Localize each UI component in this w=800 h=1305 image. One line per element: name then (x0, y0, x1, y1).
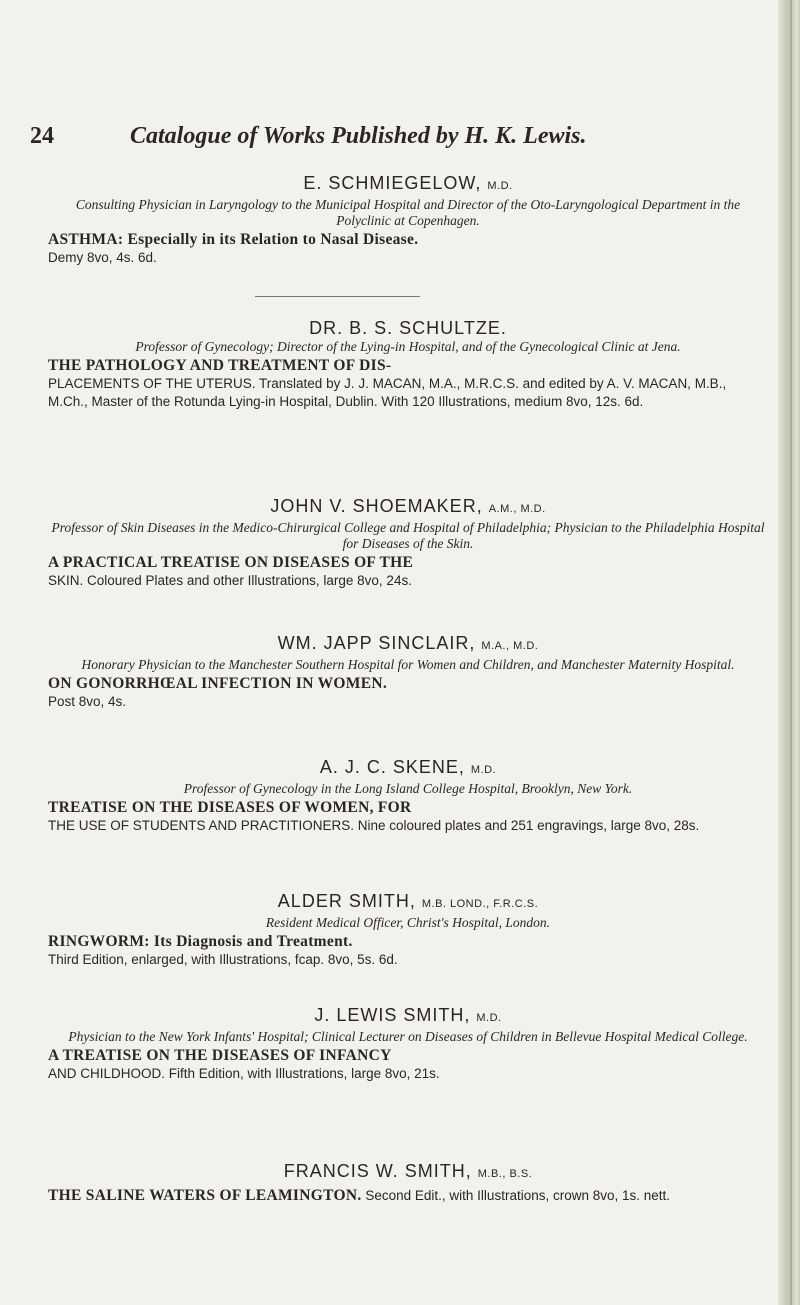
running-title: Catalogue of Works Published by H. K. Lewis. (130, 123, 587, 149)
author-credentials: Professor of Gynecology; Director of the Lying-in Hospital, and of the Gynecological Clinic at Jena. (135, 339, 681, 354)
author-name: J. LEWIS SMITH, M.D. (314, 1005, 502, 1025)
author-degrees: M.B. LOND., F.R.C.S. (421, 898, 539, 910)
book-details: PLACEMENTS OF THE UTERUS. Translated by J. J. MACAN, M.A., M.R.C.S. and edited by A. V. MACAN, M.B., M.Ch., Master of the Rotunda Lying-in Hospital, Dublin. With 120 Illustrations, medium 8vo, 12s. 6d. (48, 376, 727, 409)
author-name: FRANCIS W. SMITH, M.B., B.S. (283, 1161, 533, 1181)
author-credentials: Professor of Skin Diseases in the Medico-Chirurgical College and Hospital of Philadelphia; Physician to the Philadelphia Hospital for Diseases of the Skin. (51, 520, 765, 551)
catalogue-entry (48, 495, 768, 590)
book-details: AND CHILDHOOD. Fifth Edition, with Illustrations, large 8vo, 21s. (48, 1066, 440, 1081)
author-name: WM. JAPP SINCLAIR, M.A., M.D. (277, 633, 539, 653)
catalogue-entry (48, 1160, 768, 1205)
book-entry (48, 357, 768, 411)
catalogue-entry (48, 756, 768, 835)
book-entry (48, 799, 768, 835)
author-degrees: M.D. (476, 1012, 502, 1024)
catalogue-entry (48, 890, 768, 969)
catalogue-entry (48, 1004, 768, 1083)
author-degrees: A.M., M.D. (488, 503, 546, 515)
book-title: RINGWORM: Its Diagnosis and Treatment. (48, 933, 353, 950)
book-title: A PRACTICAL TREATISE ON DISEASES OF THE (48, 554, 414, 571)
author-degrees: M.B., B.S. (477, 1168, 533, 1180)
book-details: Demy 8vo, 4s. 6d. (48, 250, 157, 265)
book-entry (48, 933, 768, 969)
page-header (30, 123, 750, 153)
book-entry (48, 1047, 768, 1083)
book-title: THE SALINE WATERS OF LEAMINGTON. (48, 1187, 362, 1204)
book-title: ON GONORRHŒAL INFECTION IN WOMEN. (48, 675, 388, 692)
book-entry (48, 1187, 768, 1205)
page-edge-line (790, 0, 792, 1305)
catalogue-entry (48, 317, 768, 411)
author-name: DR. B. S. SCHULTZE. (309, 318, 507, 338)
author-name: JOHN V. SHOEMAKER, A.M., M.D. (270, 496, 546, 516)
author-credentials: Resident Medical Officer, Christ's Hospital, London. (265, 915, 551, 930)
book-entry (48, 675, 768, 711)
author-degrees: M.D. (487, 180, 513, 192)
book-entry (48, 554, 768, 590)
catalogue-entry (48, 172, 768, 267)
page-number: 24 (30, 123, 54, 149)
book-title: THE PATHOLOGY AND TREATMENT OF DIS- (48, 357, 392, 374)
book-details: Second Edit., with Illustrations, crown 8vo, 1s. nett. (365, 1188, 671, 1203)
book-entry (48, 231, 768, 267)
book-details: Third Edition, enlarged, with Illustrations, fcap. 8vo, 5s. 6d. (48, 952, 398, 967)
book-title: ASTHMA: Especially in its Relation to Nasal Disease. (48, 231, 419, 248)
author-credentials: Physician to the New York Infants' Hospital; Clinical Lecturer on Diseases of Children in Bellevue Hospital Medical College. (68, 1029, 748, 1044)
book-details: SKIN. Coloured Plates and other Illustrations, large 8vo, 24s. (48, 573, 412, 588)
author-degrees: M.D. (470, 764, 497, 776)
book-title: TREATISE ON THE DISEASES OF WOMEN, FOR (48, 799, 412, 816)
author-credentials: Honorary Physician to the Manchester Southern Hospital for Women and Children, and Manchester Maternity Hospital. (81, 657, 735, 672)
author-degrees: M.A., M.D. (481, 640, 539, 652)
author-credentials: Professor of Gynecology in the Long Island College Hospital, Brooklyn, New York. (183, 781, 633, 796)
author-name: E. SCHMIEGELOW, M.D. (303, 173, 513, 193)
divider-rule (255, 296, 420, 297)
page-edge (778, 0, 800, 1305)
author-name: ALDER SMITH, M.B. LOND., F.R.C.S. (277, 891, 539, 911)
book-details: THE USE OF STUDENTS AND PRACTITIONERS. Nine coloured plates and 251 engravings, large 8vo, 28s. (48, 818, 700, 833)
book-details: Post 8vo, 4s. (48, 694, 127, 709)
author-credentials: Consulting Physician in Laryngology to the Municipal Hospital and Director of the Oto-Laryngological Department in the Polyclinic at Copenhagen. (75, 197, 741, 228)
catalogue-entry (48, 632, 768, 711)
book-title: A TREATISE ON THE DISEASES OF INFANCY (48, 1047, 392, 1064)
author-name: A. J. C. SKENE, M.D. (319, 757, 497, 777)
